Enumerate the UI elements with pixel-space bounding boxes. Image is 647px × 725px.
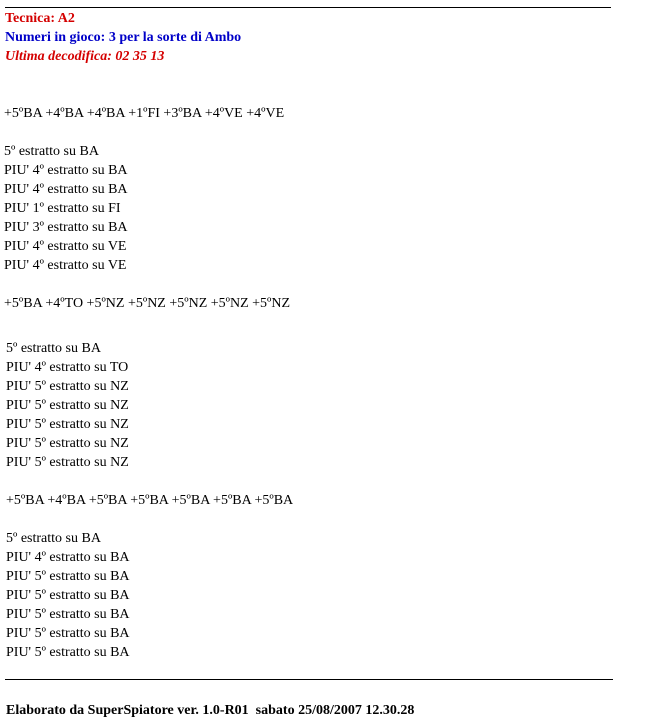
section-1-formula: +5ºBA +4ºBA +4ºBA +1ºFI +3ºBA +4ºVE +4ºVE (4, 106, 285, 121)
section-2-line: PIU' 5º estratto su NZ (6, 436, 129, 451)
section-1-line: PIU' 4º estratto su VE (4, 258, 127, 273)
section-2-line: PIU' 5º estratto su NZ (6, 455, 129, 470)
section-1-lines (4, 142, 128, 275)
section-3-line: PIU' 5º estratto su BA (6, 626, 130, 641)
section-1-line: PIU' 3º estratto su BA (4, 220, 128, 235)
section-3-lines (6, 529, 130, 662)
section-3-line: PIU' 5º estratto su BA (6, 645, 130, 660)
section-2-line: 5º estratto su BA (6, 341, 101, 356)
ultima-decodifica-label: Ultima decodifica: 02 35 13 (5, 49, 165, 64)
section-1-line: PIU' 4º estratto su BA (4, 182, 128, 197)
footer-text: Elaborato da SuperSpiatore ver. 1.0-R01 sabato 25/08/2007 12.30.28 (6, 703, 415, 718)
section-1-line: PIU' 4º estratto su BA (4, 163, 128, 178)
section-2-line: PIU' 4º estratto su TO (6, 360, 129, 375)
section-2-lines (6, 339, 129, 472)
bottom-divider (5, 679, 613, 680)
section-3-line: 5º estratto su BA (6, 531, 101, 546)
section-2-line: PIU' 5º estratto su NZ (6, 417, 129, 432)
section-2-formula: +5ºBA +4ºTO +5ºNZ +5ºNZ +5ºNZ +5ºNZ +5ºNZ (4, 296, 291, 311)
section-2-line: PIU' 5º estratto su NZ (6, 398, 129, 413)
tecnica-label: Tecnica: A2 (5, 11, 75, 26)
numeri-in-gioco-label: Numeri in gioco: 3 per la sorte di Ambo (5, 30, 242, 45)
section-3-line: PIU' 4º estratto su BA (6, 550, 130, 565)
top-divider (5, 7, 611, 8)
section-2-line: PIU' 5º estratto su NZ (6, 379, 129, 394)
section-1-line: PIU' 1º estratto su FI (4, 201, 121, 216)
section-1-line: PIU' 4º estratto su VE (4, 239, 127, 254)
section-3-line: PIU' 5º estratto su BA (6, 607, 130, 622)
section-3-line: PIU' 5º estratto su BA (6, 569, 130, 584)
section-3-formula: +5ºBA +4ºBA +5ºBA +5ºBA +5ºBA +5ºBA +5ºBA (6, 493, 294, 508)
section-3-line: PIU' 5º estratto su BA (6, 588, 130, 603)
section-1-line: 5º estratto su BA (4, 144, 99, 159)
